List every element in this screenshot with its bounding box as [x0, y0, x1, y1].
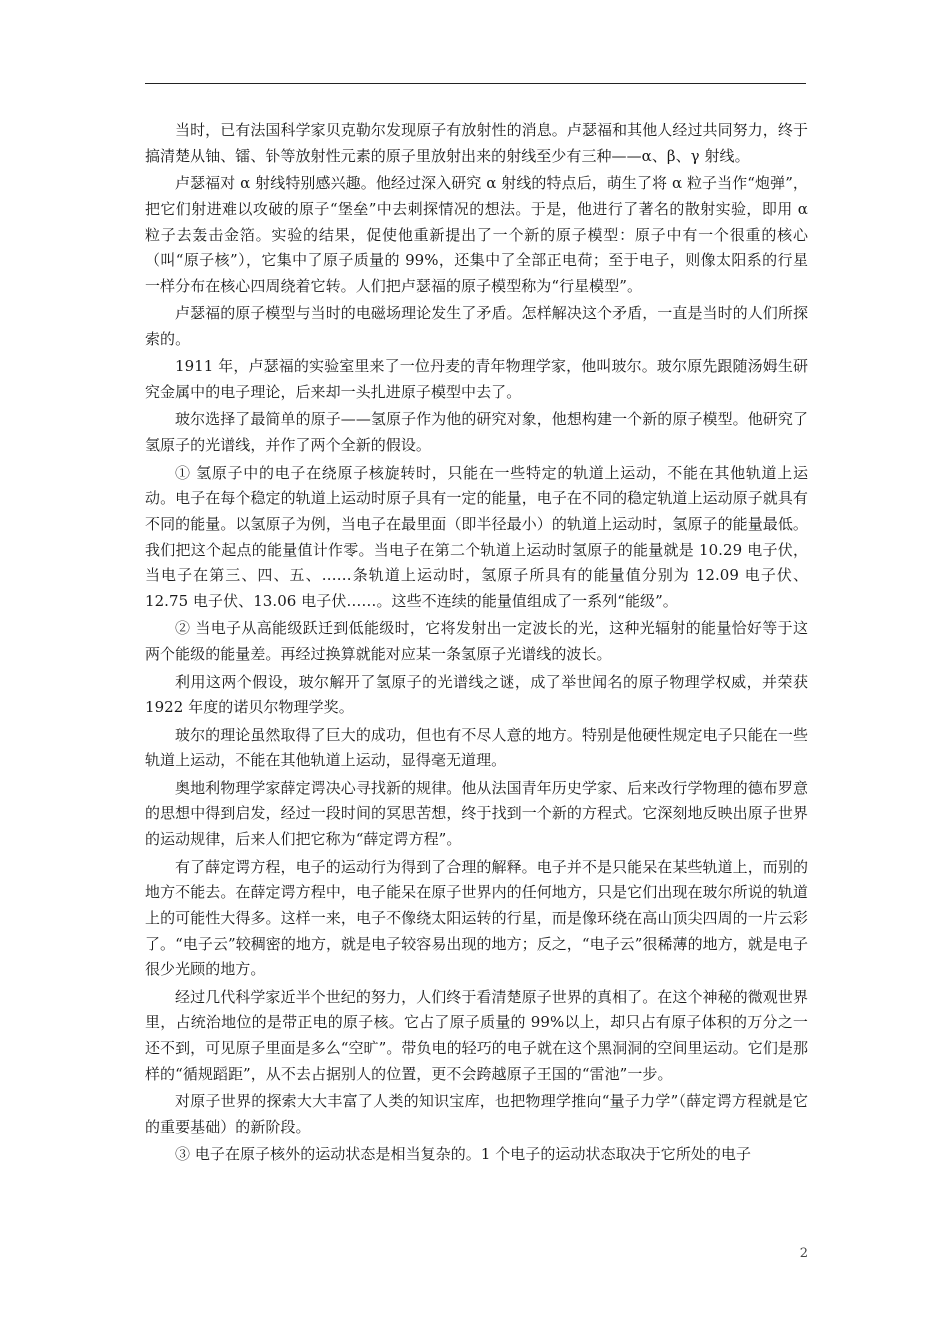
paragraph: 卢瑟福的原子模型与当时的电磁场理论发生了矛盾。怎样解决这个矛盾，一直是当时的人们所探索的。 [145, 304, 808, 348]
paragraph: 对原子世界的探索大大丰富了人类的知识宝库，也把物理学推向“量子力学”（薛定谔方程就是它的重要基础）的新阶段。 [145, 1092, 808, 1136]
document-body [145, 118, 808, 1168]
paragraph: 利用这两个假设，玻尔解开了氢原子的光谱线之谜，成了举世闻名的原子物理学权威，并荣获 1922 年度的诺贝尔物理学奖。 [145, 672, 808, 717]
paragraph: ③ 电子在原子核外的运动状态是相当复杂的。1 个电子的运动状态取决于它所处的电子 [175, 1145, 752, 1164]
page-number: 2 [799, 1246, 808, 1261]
paragraph: 奥地利物理学家薛定谔决心寻找新的规律。他从法国青年历史学家、后来改行学物理的德布罗意的思想中得到启发，经过一段时间的冥思苦想，终于找到一个新的方程式。它深刻地反映出原子世界的运动规律，后来人们把它称为“薛定谔方程”。 [145, 778, 808, 849]
paragraph: 玻尔选择了最简单的原子——氢原子作为他的研究对象，他想构建一个新的原子模型。他研究了氢原子的光谱线，并作了两个全新的假设。 [145, 410, 808, 455]
paragraph: 卢瑟福对 α 射线特别感兴趣。他经过深入研究 α 射线的特点后，萌生了将 α 粒子当作“炮弹”，把它们射进难以攻破的原子“堡垒”中去刺探情况的想法。于是，他进行了著名的散射实验，即用 α 粒子去轰击金箔。实验的结果，促使他重新提出了一个新的原子模型：原子中有一个很重的核心（叫“原子核”），它集中了原子质量的 99%，还集中了全部正电荷；至于电子，则像太阳系的行星一样分布在核心四周绕着它转。人们把卢瑟福的原子模型称为“行星模型”。 [145, 174, 808, 295]
header-divider [145, 83, 806, 84]
paragraph: ① 氢原子中的电子在绕原子核旋转时，只能在一些特定的轨道上运动，不能在其他轨道上运动。电子在每个稳定的轨道上运动时原子具有一定的能量，电子在不同的稳定轨道上运动原子就具有不同的能量。以氢原子为例，当电子在最里面（即半径最小）的轨道上运动时，氢原子的能量最低。我们把这个起点的能量值计作零。当电子在第二个轨道上运动时氢原子的能量就是 10.29 电子伏，当电子在第三、四、五、……条轨道上运动时，氢原子所具有的能量值分别为 12.09 电子伏、12.75 电子伏、13.06 电子伏……。这些不连续的能量值组成了一系列“能级”。 [145, 463, 808, 611]
paragraph: 有了薛定谔方程，电子的运动行为得到了合理的解释。电子并不是只能呆在某些轨道上，而别的地方不能去。在薛定谔方程中，电子能呆在原子世界内的任何地方，只是它们出现在玻尔所说的轨道上的可能性大得多。这样一来，电子不像绕太阳运转的行星，而是像环绕在高山顶尖四周的一片云彩了。“电子云”较稠密的地方，就是电子较容易出现的地方；反之，“电子云”很稀薄的地方，就是电子很少光顾的地方。 [145, 857, 808, 979]
paragraph: 1911 年，卢瑟福的实验室里来了一位丹麦的青年物理学家，他叫玻尔。玻尔原先跟随汤姆生研究金属中的电子理论，后来却一头扎进原子模型中去了。 [145, 357, 808, 402]
paragraph: 当时，已有法国科学家贝克勒尔发现原子有放射性的消息。卢瑟福和其他人经过共同努力，终于搞清楚从铀、镭、钋等放射性元素的原子里放射出来的射线至少有三种——α、β、γ 射线。 [145, 121, 808, 165]
paragraph: 玻尔的理论虽然取得了巨大的成功，但也有不尽人意的地方。特别是他硬性规定电子只能在一些轨道上运动，不能在其他轨道上运动，显得毫无道理。 [145, 725, 808, 770]
paragraph: ② 当电子从高能级跃迁到低能级时，它将发射出一定波长的光，这种光辐射的能量恰好等于这两个能级的能量差。再经过换算就能对应某一条氢原子光谱线的波长。 [145, 619, 808, 664]
paragraph: 经过几代科学家近半个世纪的努力，人们终于看清楚原子世界的真相了。在这个神秘的微观世界里，占统治地位的是带正电的原子核。它占了原子质量的 99%以上，却只占有原子体积的万分之一还不到，可见原子里面是多么“空旷”。带负电的轻巧的电子就在这个黑洞洞的空间里运动。它们是那样的“循规蹈距”，从不去占据别人的位置，更不会跨越原子王国的“雷池”一步。 [145, 987, 808, 1083]
